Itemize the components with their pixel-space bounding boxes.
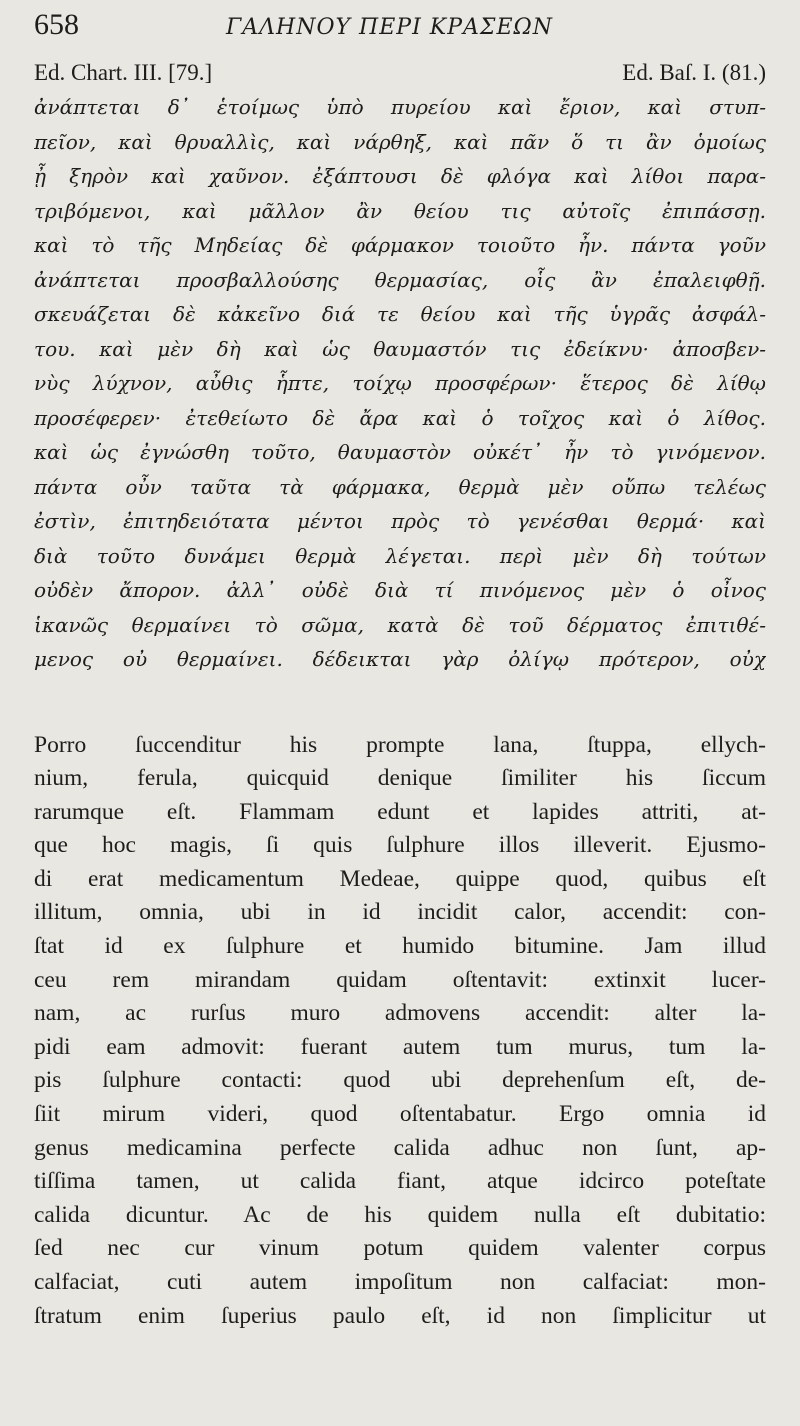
- greek-text-block: [34, 90, 766, 677]
- edition-reference-right: Ed. Baſ. I. (81.): [622, 60, 766, 85]
- latin-text-line: tiſſima tamen, ut calida fiant, atque idcirco poteſtate: [34, 1168, 766, 1195]
- latin-text-line: Porro ſuccenditur his prompte lana, ſtuppa, ellych-: [34, 731, 766, 758]
- greek-text-line: σκευάζεται δὲ κἀκεῖνο διά τε θείου καὶ τῆς ὑγρᾶς ἀσφάλ-: [34, 302, 766, 326]
- latin-text-line: ceu rem mirandam quidam oſtentavit: extinxit lucer-: [34, 966, 766, 993]
- column-gap: [34, 677, 766, 729]
- latin-text-block: [34, 729, 766, 1334]
- latin-text-line: calida dicuntur. Ac de his quidem nulla eſt dubitatio:: [34, 1201, 766, 1228]
- greek-text-line: του. καὶ μὲν δὴ καὶ ὡς θαυμαστόν τις ἐδείκνυ· ἀποσβεν-: [34, 336, 766, 361]
- latin-text-line: nium, ferula, quicquid denique ſimiliter his ſiccum: [34, 765, 766, 792]
- latin-text-line: pis ſulphure contacti: quod ubi deprehenſum eſt, de-: [34, 1067, 766, 1094]
- edition-references: [34, 56, 766, 90]
- greek-text-line: διὰ τοῦτο δυνάμει θερμὰ λέγεται. περὶ μὲν δὴ τούτων: [34, 543, 766, 568]
- greek-text-line: ἱκανῶς θερμαίνει τὸ σῶμα, κατὰ δὲ τοῦ δέρματος ἐπιτιθέ-: [34, 612, 766, 637]
- latin-text-line: rarumque eſt. Flammam edunt et lapides attriti, at-: [34, 798, 766, 825]
- greek-text-line: προσέφερεν· ἐτεθείωτο δὲ ἄρα καὶ ὁ τοῖχος καὶ ὁ λίθος.: [34, 405, 766, 430]
- latin-text-line: ſtat id ex ſulphure et humido bitumine. Jam illud: [34, 933, 766, 960]
- greek-text-line: μενος οὐ θερμαίνει. δέδεικται γὰρ ὀλίγῳ πρότερον, οὐχ: [34, 647, 766, 671]
- greek-text-line: καὶ τὸ τῆς Μηδείας δὲ φάρμακον τοιοῦτο ἦν. πάντα γοῦν: [34, 233, 766, 257]
- greek-text-line: οὐδὲν ἄπορον. ἀλλ᾽ οὐδὲ διὰ τί πινόμενος μὲν ὁ οἶνος: [34, 578, 766, 602]
- edition-reference-left: Ed. Chart. III. [79.]: [34, 60, 213, 85]
- greek-text-line: ᾖ ξηρὸν καὶ χαῦνον. ἐξάπτουσι δὲ φλόγα καὶ λίθοι παρα-: [34, 164, 766, 188]
- latin-text-line: ſiit mirum videri, quod oſtentabatur. Ergo omnia id: [34, 1101, 766, 1128]
- latin-text-line: ſed nec cur vinum potum quidem valenter corpus: [34, 1235, 766, 1262]
- latin-text-line: di erat medicamentum Medeae, quippe quod, quibus eſt: [34, 865, 766, 892]
- latin-text-line: genus medicamina perfecte calida adhuc non ſunt, ap-: [34, 1134, 766, 1161]
- latin-text-line: illitum, omnia, ubi in id incidit calor, accendit: con-: [34, 899, 766, 926]
- greek-text-line: νὺς λύχνον, αὖθις ἧπτε, τοίχῳ προσφέρων· ἕτερος δὲ λίθῳ: [34, 371, 766, 395]
- running-title: ΓΑΛΗΝΟΥ ΠΕΡΙ ΚΡΑΣΕΩΝ: [226, 15, 553, 40]
- page-number: 658: [34, 8, 79, 41]
- greek-text-line: πάντα οὖν ταῦτα τὰ φάρμακα, θερμὰ μὲν οὔπω τελέως: [34, 474, 766, 499]
- greek-text-line: πεῖον, καὶ θρυαλλὶς, καὶ νάρθηξ, καὶ πᾶν ὅ τι ἂν ὁμοίως: [34, 129, 766, 154]
- latin-text-line: ſtratum enim ſuperius paulo eſt, id non ſimplicitur ut: [34, 1302, 766, 1329]
- greek-text-line: καὶ ὡς ἐγνώσθη τοῦτο, θαυμαστὸν οὐκέτ᾽ ἦν τὸ γινόμενον.: [34, 440, 766, 464]
- page-header: [34, 8, 766, 56]
- latin-text-line: calfaciat, cuti autem impoſitum non calfaciat: mon-: [34, 1269, 766, 1295]
- greek-text-line: ἐστὶν, ἐπιτηδειότατα μέντοι πρὸς τὸ γενέσθαι θερμά· καὶ: [34, 509, 766, 533]
- latin-text-line: nam, ac rurſus muro admovens accendit: alter la-: [34, 1000, 766, 1027]
- latin-text-line: que hoc magis, ſi quis ſulphure illos illeverit. Ejusmo-: [34, 832, 766, 859]
- greek-text-line: ἀνάπτεται προσβαλλούσης θερμασίας, οἷς ἂν ἐπαλειφθῇ.: [34, 267, 766, 292]
- greek-text-line: ἀνάπτεται δ᾽ ἑτοίμως ὑπὸ πυρείου καὶ ἔριον, καὶ στυπ-: [34, 95, 766, 119]
- greek-text-line: τριβόμενοι, καὶ μᾶλλον ἂν θείου τις αὐτοῖς ἐπιπάσσῃ.: [34, 198, 766, 223]
- latin-text-line: pidi eam admovit: fuerant autem tum murus, tum la-: [34, 1033, 766, 1060]
